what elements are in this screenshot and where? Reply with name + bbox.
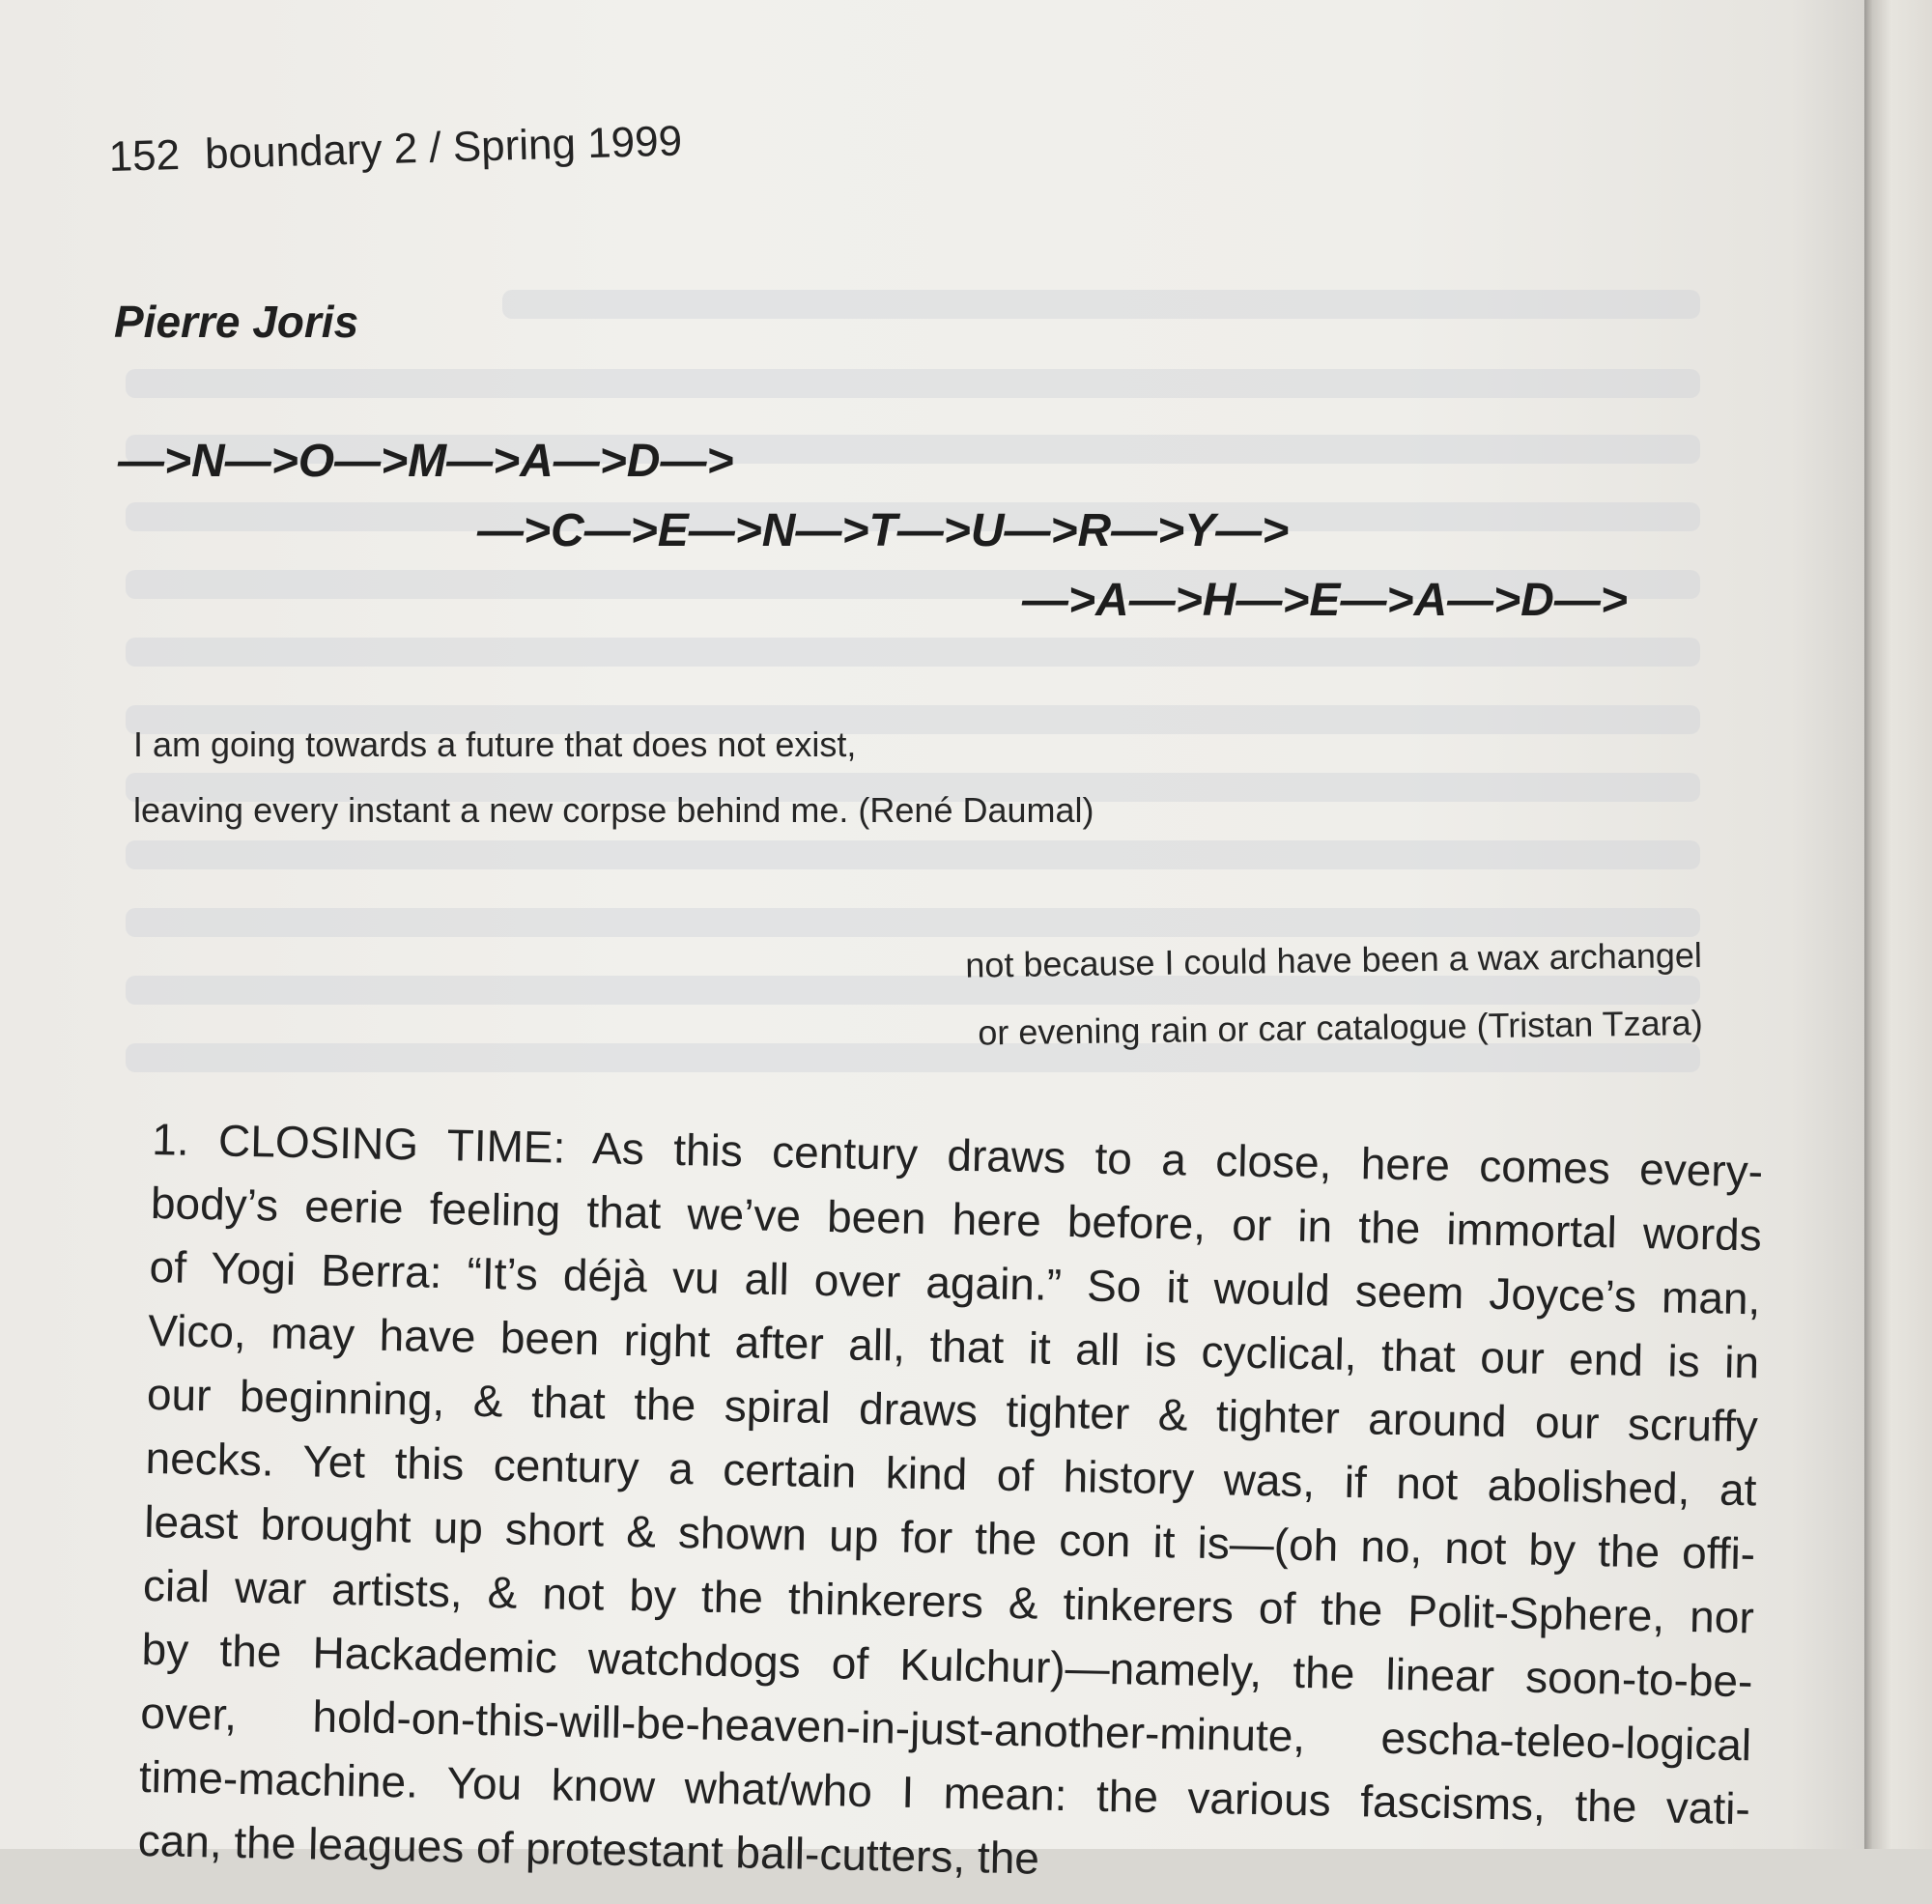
body-line: by the Hackademic watchdogs of Kulchur)—namely, the linear soon-to-be- [141,1623,1753,1707]
epigraph-tzara-line2: or evening rain or car catalogue (Tristan Tzara) [977,1003,1703,1053]
title-line-century: —>C—>E—>N—>T—>U—>R—>Y—> [477,505,1290,556]
body-line: cial war artists, & not by the thinkerers & tinkerers of the Polit-Sphere, nor [142,1559,1755,1643]
body-line: least brought up short & shown up for the con it is—(oh no, not by the offi- [143,1495,1756,1579]
body-line: time-machine. You know what/who I mean: the various fascisms, the vati- [138,1750,1751,1834]
body-line: our beginning, & that the spiral draws tighter & tighter around our scruffy [146,1368,1759,1452]
epigraph-daumal-line1: I am going towards a future that does not exist, [133,725,857,764]
body-line: necks. Yet this century a certain kind of history was, if not abolished, at [145,1432,1757,1516]
page-number: 152 [108,130,181,181]
body-line: Vico, may have been right after all, that it all is cyclical, that our end is in [147,1304,1760,1388]
book-spine-shadow [1864,0,1932,1849]
epigraph-tzara-line1: not because I could have been a wax archangel [965,935,1703,985]
body-line: 1. CLOSING TIME: As this century draws to a close, here comes every- [151,1113,1764,1197]
body-line: over, hold-on-this-will-be-heaven-in-just-another-minute, escha-teleo-logical [139,1687,1752,1771]
epigraph-daumal-line2: leaving every instant a new corpse behind me. (René Daumal) [133,790,1094,830]
body-paragraph [137,1107,1764,1904]
body-line: of Yogi Berra: “It’s déjà vu all over again.” So it would seem Joyce’s man, [149,1240,1761,1324]
journal-title: boundary 2 / Spring 1999 [204,117,683,179]
running-head [108,117,683,182]
title-line-ahead: —>A—>H—>E—>A—>D—> [1022,575,1628,626]
body-line: body’s eerie feeling that we’ve been here before, or in the immortal words [150,1177,1763,1261]
body-line-partial: can, the leagues of protestant ball-cutters, the [137,1814,1040,1884]
title-line-nomad: —>N—>O—>M—>A—>D—> [118,436,734,487]
author-name: Pierre Joris [114,297,359,347]
